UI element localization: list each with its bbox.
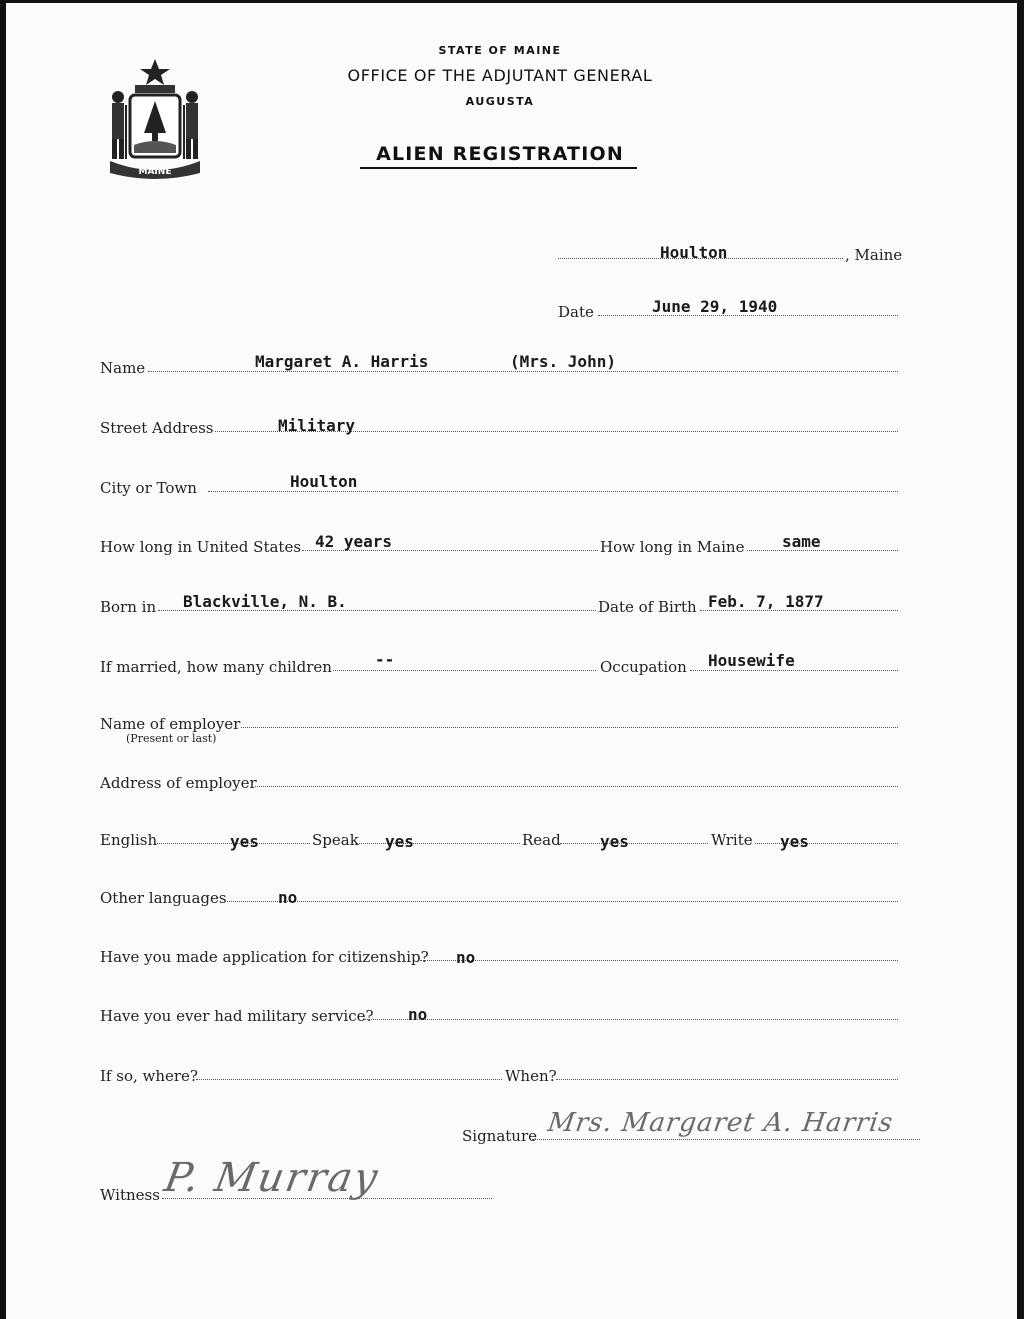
where-line[interactable] — [196, 1079, 502, 1080]
citizenship-value[interactable]: no — [456, 948, 476, 967]
occupation-label: Occupation — [600, 658, 687, 676]
read-label: Read — [522, 831, 561, 849]
children-line — [333, 670, 596, 671]
occupation-value[interactable]: Housewife — [708, 651, 795, 670]
signature-value[interactable]: Mrs. Margaret A. Harris — [545, 1108, 896, 1138]
name-value[interactable]: Margaret A. Harris — [255, 352, 429, 371]
employer-sublabel: (Present or last) — [126, 732, 217, 745]
name-line — [148, 371, 898, 372]
maine-time-line — [747, 550, 898, 551]
other-languages-label: Other languages — [100, 889, 227, 907]
date-label: Date — [558, 303, 594, 321]
header-state: STATE OF MAINE — [438, 44, 562, 57]
header-office: OFFICE OF THE ADJUTANT GENERAL — [347, 66, 653, 85]
children-value[interactable]: -- — [375, 650, 395, 669]
employer-label: Name of employer — [100, 715, 241, 733]
employer-line[interactable] — [241, 727, 898, 728]
scan-edge-right — [1017, 0, 1024, 1319]
employer-address-line[interactable] — [255, 786, 898, 787]
speak-value[interactable]: yes — [385, 832, 414, 851]
english-value[interactable]: yes — [230, 832, 259, 851]
scan-edge-left — [0, 0, 6, 1319]
witness-label: Witness — [100, 1186, 160, 1204]
dob-label: Date of Birth — [598, 598, 697, 616]
when-line[interactable] — [556, 1079, 898, 1080]
city-value[interactable]: Houlton — [290, 472, 358, 491]
maine-time-label: How long in Maine — [600, 538, 745, 556]
employer-address-label: Address of employer — [100, 774, 257, 792]
maine-time-value[interactable]: same — [782, 532, 821, 551]
street-value[interactable]: Military — [278, 416, 356, 435]
city-label: City or Town — [100, 479, 197, 497]
children-label: If married, how many children — [100, 658, 332, 676]
name-extra[interactable]: (Mrs. John) — [510, 352, 616, 371]
title-underline — [360, 167, 637, 169]
where-label: If so, where? — [100, 1067, 198, 1085]
english-label: English — [100, 831, 158, 849]
write-label: Write — [711, 831, 753, 849]
occupation-line — [690, 670, 898, 671]
other-languages-line — [224, 901, 898, 902]
born-value[interactable]: Blackville, N. B. — [183, 592, 347, 611]
form-title: ALIEN REGISTRATION — [376, 143, 624, 165]
write-value[interactable]: yes — [780, 832, 809, 851]
witness-value[interactable]: P. Murray — [160, 1155, 383, 1201]
citizenship-line — [420, 960, 898, 961]
read-line — [560, 843, 708, 844]
seal-text: MAINE — [138, 167, 172, 177]
city-line — [208, 491, 898, 492]
speak-line — [357, 843, 520, 844]
date-value[interactable]: June 29, 1940 — [652, 297, 778, 316]
citizenship-label: Have you made application for citizenship? — [100, 948, 429, 966]
speak-label: Speak — [312, 831, 359, 849]
military-line — [364, 1019, 898, 1020]
signature-label: Signature — [462, 1127, 538, 1145]
other-languages-value[interactable]: no — [278, 888, 298, 907]
when-label: When? — [505, 1067, 557, 1085]
name-label: Name — [100, 359, 146, 377]
place-suffix: , Maine — [845, 246, 903, 264]
header-city: AUGUSTA — [465, 95, 535, 108]
street-label: Street Address — [100, 419, 214, 437]
military-value[interactable]: no — [408, 1005, 428, 1024]
us-time-label: How long in United States — [100, 538, 302, 556]
scan-edge-top — [0, 0, 1024, 3]
dob-value[interactable]: Feb. 7, 1877 — [708, 592, 824, 611]
place-value[interactable]: Houlton — [660, 243, 728, 262]
read-value[interactable]: yes — [600, 832, 629, 851]
signature-line — [532, 1139, 920, 1140]
military-label: Have you ever had military service? — [100, 1007, 374, 1025]
write-line — [755, 843, 898, 844]
us-time-value[interactable]: 42 years — [315, 532, 393, 551]
born-label: Born in — [100, 598, 157, 616]
